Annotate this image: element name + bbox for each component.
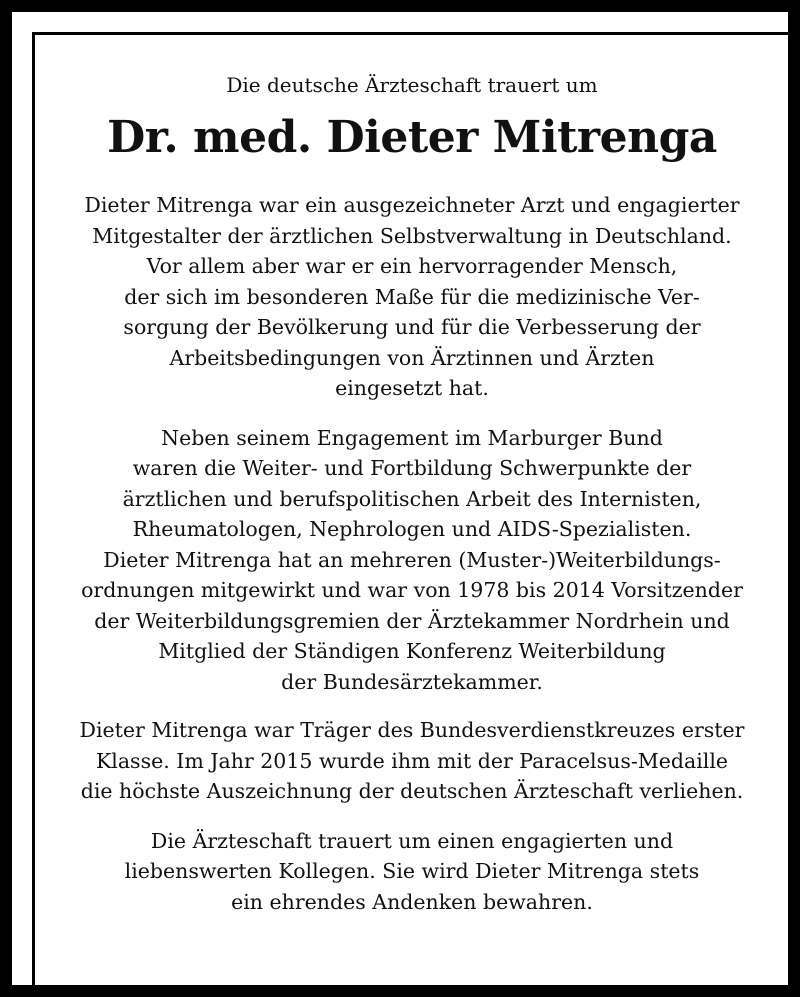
paragraph-closing — [35, 826, 789, 918]
text-line: Neben seinem Engagement im Marburger Bund — [161, 425, 663, 450]
text-line: Die Ärzteschaft trauert um einen engagierten und — [150, 828, 674, 853]
text-line: Dieter Mitrenga war ein ausgezeichneter Arzt und engagierter — [84, 193, 740, 217]
text-line: Dieter Mitrenga hat an mehreren (Muster-)Weiterbildungs- — [103, 547, 721, 572]
obituary-inner-border — [32, 32, 792, 989]
text-line: liebenswerten Kollegen. Sie wird Dieter Mitrenga stets — [124, 859, 700, 883]
text-line: Dieter Mitrenga war Träger des Bundesverdienstkreuzes erster — [79, 718, 745, 742]
text-line: ärztlichen und berufspolitischen Arbeit des Internisten, — [122, 486, 702, 511]
text-line: der Weiterbildungsgremien der Ärztekammer Nordrhein und — [94, 608, 730, 633]
text-line: Vor allem aber war er ein hervorragender Mensch, — [146, 254, 678, 278]
text-line: eingesetzt hat. — [335, 376, 489, 400]
text-line: Arbeitsbedingungen von Ärztinnen und Ärzten — [169, 345, 655, 370]
text-line: Rheumatologen, Nephrologen und AIDS-Spezialisten. — [132, 517, 692, 541]
obituary-content — [35, 35, 789, 917]
text-line: der Bundesärztekammer. — [281, 669, 543, 694]
paragraph-honors — [35, 715, 789, 807]
paragraph-professional-engagement — [35, 423, 789, 698]
obituary-intro: Die deutsche Ärzteschaft trauert um — [226, 73, 598, 97]
text-line: ein ehrendes Andenken bewahren. — [231, 889, 593, 914]
deceased-name: Dr. med. Dieter Mitrenga — [107, 112, 717, 163]
text-line: Mitgestalter der ärztlichen Selbstverwaltung in Deutschland. — [92, 223, 732, 248]
text-line: Klasse. Im Jahr 2015 wurde ihm mit der Paracelsus-Medaille — [95, 748, 729, 773]
text-line: ordnungen mitgewirkt und war von 1978 bis 2014 Vorsitzender — [81, 578, 743, 602]
text-line: sorgung der Bevölkerung und für die Verbesserung der — [123, 315, 701, 339]
text-line: die höchste Auszeichnung der deutschen Ärzteschaft verliehen. — [80, 779, 744, 803]
text-line: Mitglied der Ständigen Konferenz Weiterbildung — [158, 639, 666, 663]
text-line: der sich im besonderen Maße für die medizinische Ver- — [124, 284, 700, 309]
text-line: waren die Weiter- und Fortbildung Schwerpunkte der — [132, 456, 692, 480]
paragraph-career-appreciation — [35, 190, 789, 404]
